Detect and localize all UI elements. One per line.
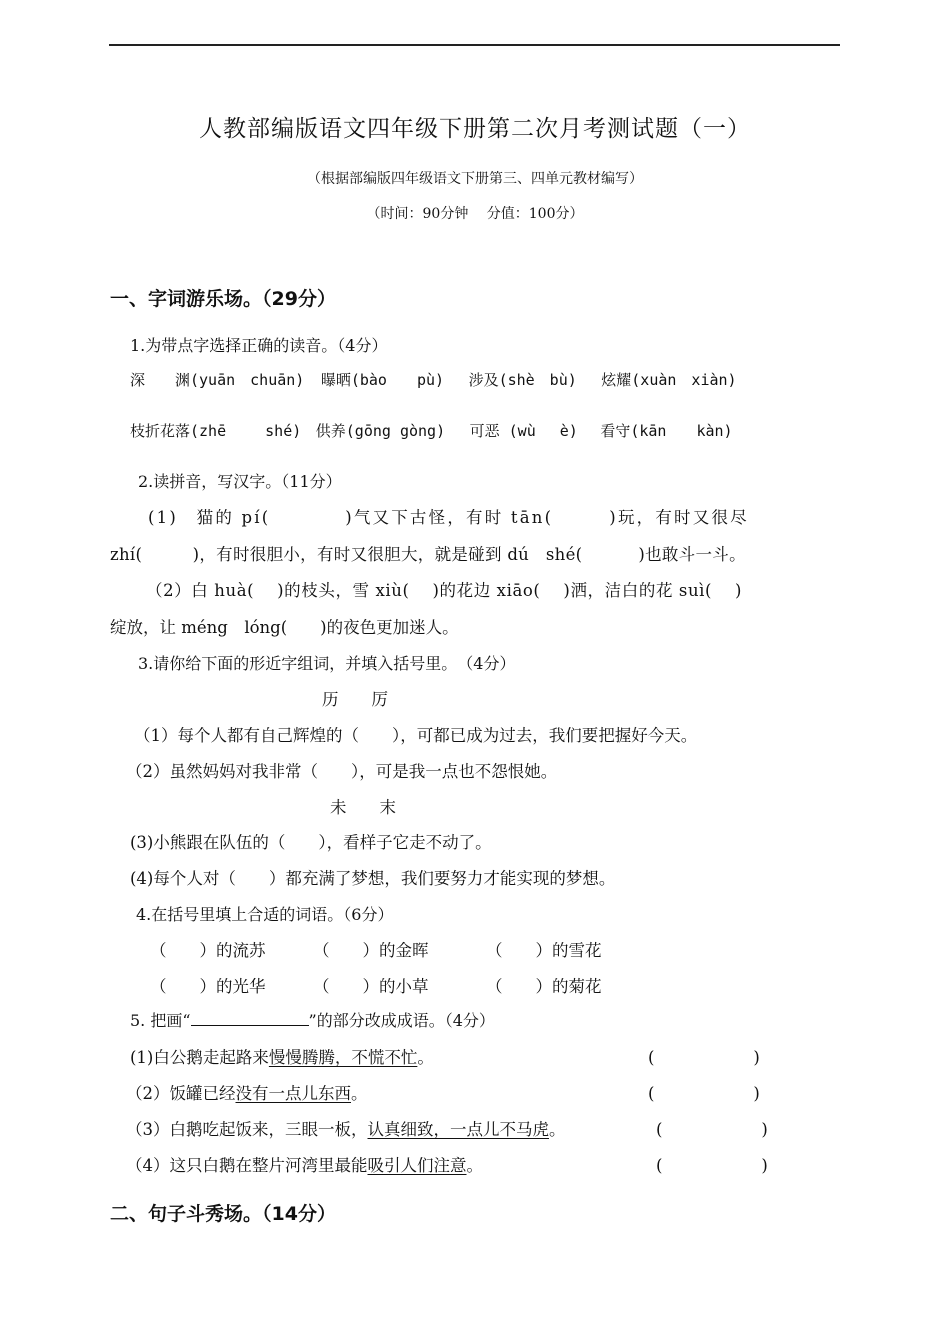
q1-item: 炫耀(xuàn xiàn) xyxy=(601,371,737,389)
q5-underlined-phrase: 慢慢腾腾，不慌不忙 xyxy=(268,1048,418,1067)
header-rule xyxy=(109,44,840,46)
q1-item: 枝折花落(zhē shé) xyxy=(130,422,302,440)
q2-line-3: （2）白 huà( )的枝头，雪 xiù( )的花边 xiāo( )洒，洁白的花 suì( ) xyxy=(146,581,743,600)
q5-underlined-phrase: 没有一点儿东西 xyxy=(235,1084,351,1103)
q5-item-text: （4）这只白鹅在整片河湾里最能 xyxy=(126,1156,368,1175)
q5-item-end: 。 xyxy=(351,1084,368,1103)
q5-answer-3[interactable]: ( ) xyxy=(656,1120,768,1139)
q5-item-3 xyxy=(126,1116,566,1140)
q3-sentence-3: (3)小熊跟在队伍的（ ），看样子它走不动了。 xyxy=(130,833,492,852)
q5-item-2 xyxy=(126,1080,368,1104)
q2-prompt: 2.读拼音，写汉字。（11分） xyxy=(138,472,342,491)
q5-answer-1[interactable]: ( ) xyxy=(648,1048,760,1067)
q5-item-text: (1)白公鹅走起路来 xyxy=(130,1048,269,1067)
q2-line-1: (1) 猫的 pí( )气又下古怪，有时 tān( )玩，有时又很尽 xyxy=(148,508,749,527)
basis-note: （根据部编版四年级语文下册第三、四单元教材编写） xyxy=(307,171,643,187)
q5-answer-2[interactable]: ( ) xyxy=(648,1084,760,1103)
q1-item: 供养(gōng gòng) xyxy=(315,422,446,440)
q1-prompt: 1.为带点字选择正确的读音。（4分） xyxy=(130,336,388,355)
q1-row-1 xyxy=(130,369,737,390)
q1-item: 看守(kān kàn) xyxy=(600,422,733,440)
q5-item-text: （2）饭罐已经 xyxy=(126,1084,236,1103)
section-2-title: 二、句子斗秀场。（14分） xyxy=(110,1203,336,1225)
q5-item-4 xyxy=(126,1152,483,1176)
q1-item: 曝晒(bào pù) xyxy=(320,371,445,389)
q3-sentence-4: (4)每个人对（ ）都充满了梦想，我们要努力才能实现的梦想。 xyxy=(130,869,616,888)
q1-item: 涉及(shè bù) xyxy=(468,371,577,389)
q2-line-4: 绽放，让 méng lóng( )的夜色更加迷人。 xyxy=(110,618,459,637)
q5-item-end: 。 xyxy=(417,1048,434,1067)
q5-prompt xyxy=(130,1008,495,1031)
q5-item-text: （3）白鹅吃起饭来，三眼一板， xyxy=(126,1120,368,1139)
q5-answer-4[interactable]: ( ) xyxy=(656,1156,768,1175)
q3-char-pair-2: 未 末 xyxy=(330,798,396,817)
q3-prompt: 3.请你给下面的形近字组词，并填入括号里。 （4分） xyxy=(138,654,516,673)
q5-underlined-phrase: 认真细致，一点儿不马虎 xyxy=(367,1120,549,1139)
q5-item-end: 。 xyxy=(549,1120,566,1139)
q5-prompt-post: ”的部分改成成语。（4分） xyxy=(308,1011,495,1030)
q1-item: 深 渊(yuān chuān) xyxy=(130,371,305,389)
q1-row-2 xyxy=(130,420,733,441)
page-title: 人教部编版语文四年级下册第二次月考测试题（一） xyxy=(199,116,751,142)
q4-item: （ ）的金晖 xyxy=(313,941,429,960)
underline-sample xyxy=(191,1011,309,1026)
q4-item: （ ）的小草 xyxy=(313,977,429,996)
q3-sentence-1: （1）每个人都有自己辉煌的（ ），可都已成为过去，我们要把握好今天。 xyxy=(134,726,698,745)
q4-item: （ ）的光华 xyxy=(150,977,266,996)
q4-prompt: 4.在括号里填上合适的词语。（6分） xyxy=(136,905,394,924)
time-score-note: （时间：90分钟 分值：100分） xyxy=(366,206,584,222)
q2-line-2: zhí( )，有时很胆小，有时又很胆大，就是碰到 dú shé( )也敢斗一斗。 xyxy=(110,545,746,564)
q5-item-end: 。 xyxy=(466,1156,483,1175)
q4-item: （ ）的雪花 xyxy=(486,941,602,960)
q5-prompt-pre: 5. 把画“ xyxy=(130,1011,191,1030)
q3-char-pair-1: 历 厉 xyxy=(322,690,388,709)
q5-underlined-phrase: 吸引人们注意 xyxy=(367,1156,467,1175)
section-1-title: 一、字词游乐场。（29分） xyxy=(110,288,336,310)
q5-item-1 xyxy=(130,1044,434,1068)
q3-sentence-2: （2）虽然妈妈对我非常（ ），可是我一点也不怨恨她。 xyxy=(126,762,558,781)
q4-item: （ ）的流苏 xyxy=(150,941,266,960)
q4-item: （ ）的菊花 xyxy=(486,977,602,996)
q1-item: 可恶 (wù è) xyxy=(469,422,578,440)
